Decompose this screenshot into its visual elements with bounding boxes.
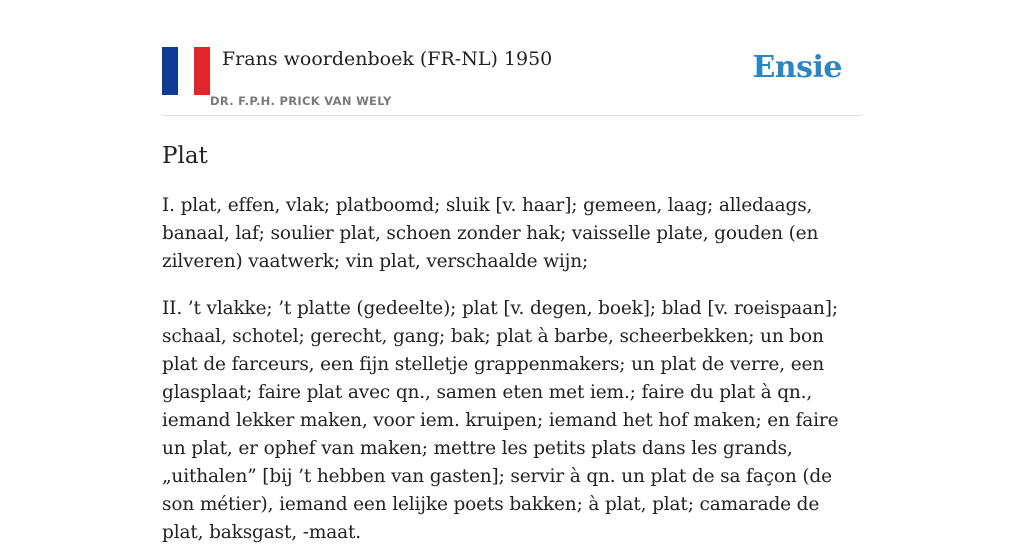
page [162,0,862,543]
dictionary-header [162,0,862,116]
flag-stripe-white [178,47,194,95]
definition-paragraph-1: I. plat, effen, vlak; platboomd; sluik [v. haar]; gemeen, laag; alledaags, banaal, laf; soulier plat, schoen zonder hak; vaisselle plate, gouden (en zilveren) vaatwerk; vin plat, verschaalde wijn; [162,195,819,272]
flag-stripe-red [194,47,210,95]
ensie-logo-link[interactable]: Ensie [752,50,842,85]
entry-title: Plat [162,143,208,169]
france-flag-icon [162,47,210,95]
dictionary-author: DR. F.P.H. PRICK VAN WELY [210,94,392,108]
dictionary-title-link[interactable]: Frans woordenboek (FR-NL) 1950 [222,48,553,70]
flag-stripe-blue [162,47,178,95]
definition-paragraph-2: II. ’t vlakke; ’t platte (gedeelte); plat [v. degen, boek]; blad [v. roeispaan]; schaal, schotel; gerecht, gang; bak; plat à barbe, scheerbekken; un bon plat de farceurs, een fijn stelletje grappenmakers; un plat de verre, een glasplaat; faire plat avec qn., samen eten met iem.; faire du plat à qn., iemand lekker maken, voor iem. kruipen; iemand het hof maken; en faire un plat, er ophef van maken; mettre les petits plats dans les grands, „uithalen” [bij ’t hebben van gasten]; servir à qn. un plat de sa façon (de son métier), iemand een lelijke poets bakken; à plat, plat; camarade de plat, baksgast, -maat. [162,298,839,543]
